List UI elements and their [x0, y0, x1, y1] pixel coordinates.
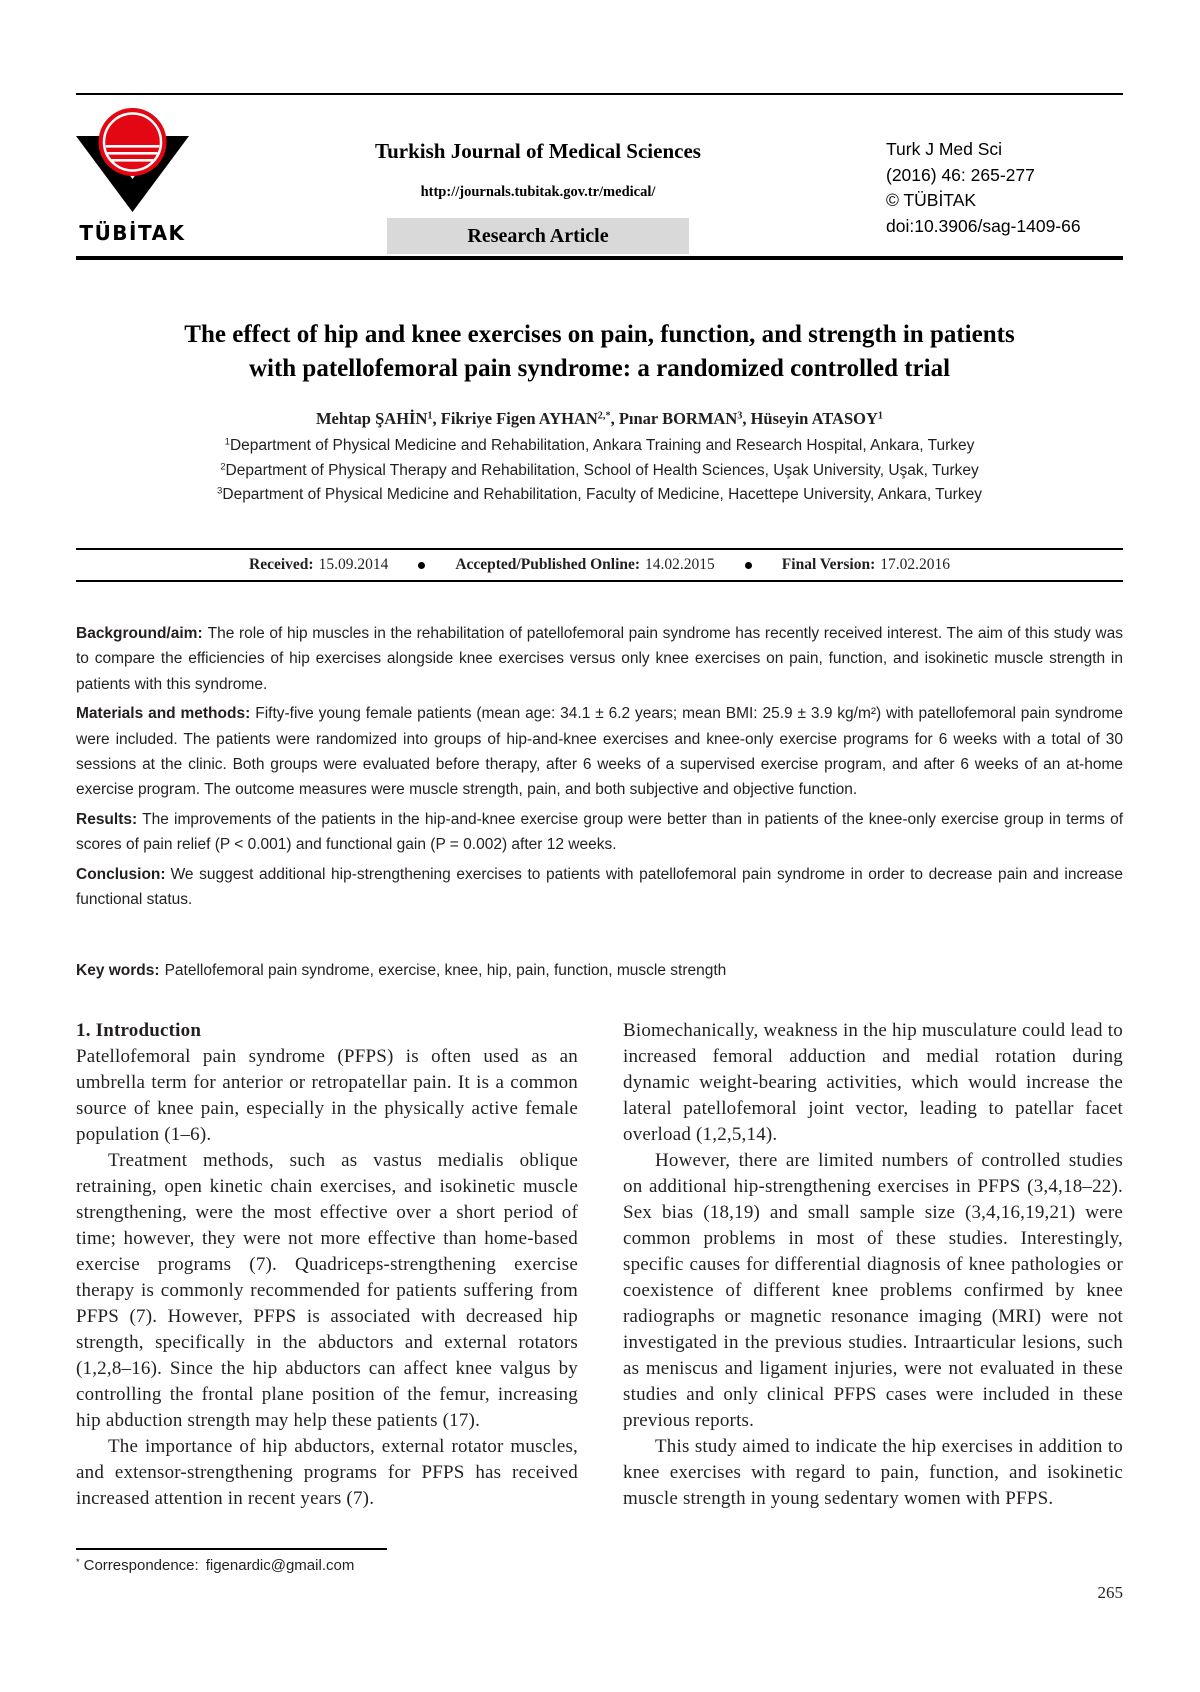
- citation-block: [886, 137, 1081, 239]
- journal-abbreviation: Turk J Med Sci: [886, 139, 1003, 159]
- date-value: 15.09.2014: [318, 556, 389, 573]
- affiliation-text: Department of Physical Medicine and Rehabilitation, Ankara Training and Research Hospital, Ankara, Turkey: [229, 437, 975, 454]
- abstract-label: Materials and methods:: [76, 705, 251, 723]
- affiliation-number: 3: [217, 485, 223, 497]
- affiliation: [76, 434, 1123, 459]
- abstract-text: The role of hip muscles in the rehabilitation of patellofemoral pain syndrome has recently received interest. The aim of this study was to compare the efficiencies of hip exercises alongside knee exercises versus only knee exercises on pain, function, and isokinetic muscle strength in patients with this syndrome.: [76, 625, 1123, 693]
- page-number: 265: [1097, 1583, 1123, 1602]
- author-separator: ,: [610, 409, 619, 428]
- header-top-rule: [76, 93, 1123, 95]
- author-affiliation-mark: 3: [737, 410, 743, 422]
- affiliation-list: [76, 434, 1123, 508]
- abstract: [76, 621, 1123, 916]
- affiliation: [76, 459, 1123, 484]
- abstract-text: Fifty-five young female patients (mean age: 34.1 ± 6.2 years; mean BMI: 25.9 ± 3.9 kg/m²) with patellofemoral pain syndrome were included. The patients were randomized into groups of hip-and-knee exercises and knee-only exercise programs for 6 weeks with a total of 30 sessions at the clinic. Both groups were evaluated before therapy, after 6 weeks of a supervised exercise program, and after 6 weeks of an at-home exercise program. The outcome measures were muscle strength, pain, and both subjective and objective function.: [76, 705, 1123, 799]
- journal-name: Turkish Journal of Medical Sciences: [375, 139, 701, 163]
- article-title: [76, 318, 1123, 386]
- accepted-date: [455, 553, 714, 577]
- logo-stripe: [107, 152, 157, 155]
- abstract-results: [76, 807, 1123, 858]
- body-paragraph: However, there are limited numbers of controlled studies on additional hip-strengthening exercises in PFPS (3,4,18–22). Sex bias (18,19) and small sample size (3,4,16,19,21) were common problems in most of these studies. Interestingly, specific causes for differential diagnosis of knee pathologies or coexistence of different knee problems confirmed by knee radiographs or magnetic resonance imaging (MRI) were not investigated in the previous studies. Intraarticular lesions, such as meniscus and ligament injuries, were not evaluated in these studies and only clinical PFPS cases were included in these previous reports.: [623, 1150, 1123, 1431]
- keywords-text: Patellofemoral pain syndrome, exercise, knee, hip, pain, function, muscle strength: [164, 962, 727, 979]
- logo-stripe: [112, 159, 154, 162]
- affiliation-text: Department of Physical Medicine and Rehabilitation, Faculty of Medicine, Hacettepe University, Ankara, Turkey: [222, 486, 982, 503]
- date-label: Accepted/Published Online:: [455, 556, 641, 573]
- bullet-icon: [418, 562, 425, 569]
- body-paragraph: Treatment methods, such as vastus medialis oblique retraining, open kinetic chain exercises, and isokinetic muscle strengthening, were the most effective over a short period of time; however, they were not more effective than home-based exercise programs (7). Quadriceps-strengthening exercise therapy is commonly recommended for patients suffering from PFPS (7). However, PFPS is associated with decreased hip strength, specifically in the abductors and external rotators (1,2,8–16). Since the hip abductors can affect knee valgus by controlling the frontal plane position of the femur, increasing hip abduction strength may help these patients (17).: [76, 1150, 578, 1431]
- body-paragraph: This study aimed to indicate the hip exercises in addition to knee exercises with regard to pain, function, and isokinetic muscle strength in young sedentary women with PFPS.: [623, 1436, 1123, 1509]
- date-value: 17.02.2016: [880, 556, 950, 573]
- copyright: © TÜBİTAK: [886, 190, 977, 210]
- header-bottom-rule: [76, 256, 1123, 260]
- date-label: Final Version:: [781, 556, 876, 573]
- author-affiliation-mark: 1: [427, 410, 433, 422]
- title-line: The effect of hip and knee exercises on pain, function, and strength in patients: [184, 321, 1015, 348]
- dates-bottom-rule: [76, 580, 1123, 582]
- abstract-background: [76, 621, 1123, 697]
- author-list: [76, 407, 1123, 431]
- date-label: Received:: [249, 556, 314, 573]
- footnote-marker: *: [76, 1556, 80, 1567]
- keywords-label: Key words:: [76, 962, 160, 979]
- author-name: Hüseyin ATASOY: [750, 409, 878, 428]
- abstract-text: The improvements of the patients in the hip-and-knee exercise group were better than in patients of the knee-only exercise group in terms of scores of pain relief (P < 0.001) and functional gain (P = 0.002) after 12 weeks.: [76, 810, 1123, 854]
- abstract-label: Background/aim:: [76, 625, 203, 642]
- author-separator: ,: [742, 409, 751, 428]
- tubitak-logo-icon: [76, 106, 189, 214]
- logo-red-circle: [99, 108, 167, 176]
- author-separator: ,: [432, 409, 441, 428]
- author-affiliation-mark: 1: [877, 410, 883, 422]
- affiliation-number: 1: [224, 436, 230, 448]
- article-type-label: Research Article: [467, 225, 609, 247]
- correspondence-email-link[interactable]: figenardic@gmail.com: [205, 1557, 355, 1574]
- volume-pages: (2016) 46: 265-277: [886, 164, 1035, 185]
- left-column: [76, 1018, 578, 1512]
- title-line: with patellofemoral pain syndrome: a randomized controlled trial: [248, 355, 951, 382]
- abstract-text: We suggest additional hip-strengthening exercises to patients with patellofemoral pain syndrome in order to decrease pain and increase functional status.: [76, 865, 1123, 909]
- affiliation-number: 2: [220, 461, 226, 473]
- author-name: Mehtap ŞAHİN: [315, 409, 428, 428]
- footnote-label: Correspondence:: [83, 1557, 199, 1574]
- article-type-badge: [387, 218, 689, 254]
- article-dates: [76, 553, 1123, 577]
- right-column: [623, 1018, 1123, 1512]
- abstract-methods: [76, 701, 1123, 803]
- doi-link[interactable]: doi:10.3906/sag-1409-66: [886, 215, 1081, 236]
- tubitak-logo: [76, 106, 189, 248]
- section-heading: 1. Introduction: [76, 1020, 202, 1041]
- abstract-label: Results:: [76, 810, 138, 828]
- final-version-date: [782, 553, 950, 577]
- author-name: Fikriye Figen AYHAN: [440, 409, 598, 428]
- logo-stripe: [106, 145, 159, 148]
- body-paragraph: Biomechanically, weakness in the hip musculature could lead to increased femoral adduction and medial rotation during dynamic weight-bearing activities, which would increase the lateral patellofemoral joint vector, leading to patellar facet overload (1,2,5,14).: [623, 1020, 1123, 1145]
- received-date: [249, 553, 388, 577]
- author-affiliation-mark: 2,*: [597, 410, 611, 422]
- affiliation-text: Department of Physical Therapy and Rehabilitation, School of Health Sciences, Uşak University, Uşak, Turkey: [225, 461, 979, 479]
- keywords: [76, 958, 1123, 983]
- logo-wordmark: TÜBİTAK: [79, 221, 186, 245]
- dates-top-rule: [76, 548, 1123, 550]
- body-paragraph: Patellofemoral pain syndrome (PFPS) is often used as an umbrella term for anterior or retropatellar pain. It is a common source of knee pain, especially in the physically active female population (1–6).: [76, 1046, 578, 1145]
- correspondence-footnote: [76, 1555, 354, 1577]
- bullet-icon: [745, 562, 752, 569]
- affiliation: [76, 483, 1123, 508]
- date-value: 14.02.2015: [645, 556, 715, 573]
- footnote-rule: [76, 1548, 387, 1550]
- author-name: Pınar BORMAN: [618, 409, 738, 428]
- body-paragraph: The importance of hip abductors, external rotator muscles, and extensor-strengthening programs for PFPS has received increased attention in recent years (7).: [76, 1436, 578, 1509]
- journal-url-link[interactable]: http://journals.tubitak.gov.tr/medical/: [420, 184, 656, 200]
- abstract-label: Conclusion:: [76, 865, 166, 883]
- abstract-conclusion: [76, 862, 1123, 913]
